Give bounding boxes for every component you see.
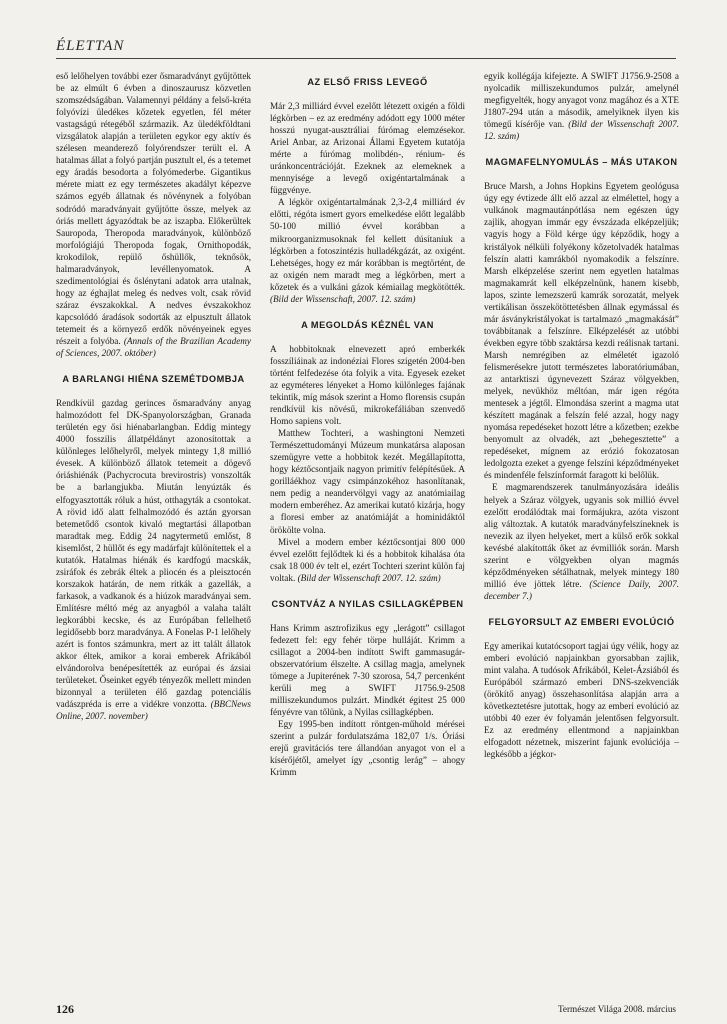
article-paragraph: Hans Krimm asztrofizikus egy „lerágott” csillagot fedezett fel: egy fehér törpe hulláját. Krimm a csillagot a 2004-ben indított Swift gammasugár-obszervatórium élszelte. A csillag magja, amelynek tömege a Jupiterének 7-30 szorosa, 54,7 percenként kerüli meg a SWIFT J1756.9-2508 milliszekundumos pulzárt. Mindkét égitest 25 000 fényévre van tőlünk, a Nyilas csillagképben. [270,622,465,718]
source-citation: (Science Daily, 2007. december 7.) [484,578,679,601]
article-title-skeleton: CSONTVÁZ A NYILAS CSILLAGKÉPBEN [271,598,464,609]
article-title-oxygen: AZ ELSŐ FRISS LEVEGŐ [307,77,428,87]
article-paragraph: Bruce Marsh, a Johns Hopkins Egyetem geológusa úgy egy évtizede állt elő azzal az elmélettel, hogy a vulkánok magmautánpótlása nem egészen úgy zajlik, ahogyan immár egy évszázada elképzeljük; vagyis hogy a Föld kérge úgy képződik, hogy a kristályok nélküli folyékony kőzetolvadék hatalmas felszín alatti kamrákból nyomakodik a felszínre. Marsh elképzelése szerint nem egyetlen hatalmas magmakamrát kell elképzelnünk, hanem kisebb, lapos, szinte lemezszerű kamrák sorozatát, melyek vertikálisan összekötöttetésben állnak egymással és már ásványkristályokat is tartalmazó „magmakását” továbbítanak a felszínre. Elképzelését az utóbbi években egyre több szaktársa kezdi reálisnak tartani. Marsh nemrégiben az elméletét igazoló felismerésekre jutott természetes laboratóriumában, az antarktiszi úgynevezett Száraz völgyekben, melyek, nevükhöz méltóan, már igen régóta mentesek a jégtől. Elmondása szerint a magma utat készített magának a felszín felé azzal, hogy nagy nyomása repedéseket hozott létre a kőzetben; ezekbe benyomult az olvadék, azt „behegesztette” a repedéseket, mígnem az erózió fokozatosan ledolgozta ezeket a gyenge felszíni képződményeket és mindenféle felszínformát faragott ki belőlük. [484,181,679,481]
article-paragraph: Már 2,3 milliárd évvel ezelőtt létezett oxigén a földi légkörben – ez az eredmény adódott egy 1000 méter hosszú nyugat-ausztráliai fúrómag elemzésekor. Ariel Anbar, az Arizonai Állami Egyetem kutatója mérte a fúrómag molibdén-, rénium- és uránkoncentrációját. Ezeknek az elemeknek a mennyisége a levegő oxigéntartalmának a függvénye. [270,101,465,196]
source-citation: (Bild der Wissenschaft, 2007. 12. szám) [270,293,416,304]
source-citation: (Annals of the Brazilian Academy of Sciences, 2007. október) [56,336,252,359]
section-title: ÉLETTAN [56,38,125,54]
source-citation: (Bild der Wissenschaft 2007. 12. szám) [297,572,441,583]
article-title-magma: MAGMAFELNYOMULÁS – MÁS UTAKON [485,157,678,168]
article-paragraph: Rendkívül gazdag gerinces ősmaradvány anyag halmozódott fel DK-Spanyolországban, Granada területén egy ősi hiénabarlangban. Eddig mintegy 4000 fosszilis állatpéldányt azonosítottak a különleges lelőhelyről, melyek mintegy 1,8 millió évesek. A különböző állatok tetemeit a dögevő óriáshiénák (Pachycrocuta brevirostris) vonszolták be a barlangjukba. Miután lenyúzták és elfogyasztották róluk a húst, otthagyták a csontokat. A rövid idő alatt felhalmozódó és aztán gyorsan betemetődő csontok kivaló megtartási állapotban maradtak meg. Eddig 24 nagytermetű emlőst, 8 kisemlőst, 2 hüllőt és egy madárfajt különítettek el a kutatók. Hatalmas hiénák és kardfogú macskák, zsiráfok és zebrák éltek a pliocén és a pleisztocén korszakok határán, de nem ritkák a gazellák, a farkasok, a vadkanok és a hiúzok maradványai sem. Említésre méltó még az anyagból a valaha talált legkorábbi kecske, és az Európában fellelhető legidősebb borz maradványa. A Fonelas P-1 lelőhely azért is fontos számunkra, mert az itt talált állatok akkor éltek, amikor a korai emberek Afrikából elvándorolva benépesítették az európai és ázsiai területeket. Őseinket egyéb tényezők mellett minden bizonnyal a területen élő gazdag potenciális vadászpréda is erre a vidékre vonzotta. (BBCNews Online, 2007. november) [56,398,251,722]
article-title-evolution: FELGYORSULT AZ EMBERI EVOLÚCIÓ [488,616,675,627]
article-paragraph: A hobbitoknak elnevezett apró emberkék fosszíliáinak az indonéziai Flores szigetén 2004-ben történt felfedezése óta folyik a vita. Egyesek ezeket az egyméteres lényeket a Homo különleges fajának tekintik, míg mások szerint a Homo florensis csupán rendkívül kis növésű, mikrokefáliában szenvedő Homo sapiens volt. [270,343,465,427]
article-paragraph: Matthew Tochteri, a washingtoni Nemzeti Természettudományi Múzeum munkatársa alaposan szemügyre vette a hobbitok kezét. Megállapította, hogy kéztőcsontjaik nagyon primitív felépítésűek. A gorilláékhoz vagy csimpánzokéhoz hasonlítanak, nem pedig a neandervölgyi vagy az anatómiailag modern emberéhez. Az amerikai kutató kizárja, hogy a floresi ember az anatómiáját a hominidáktól örökölte volna. [270,428,465,535]
source-citation: (Bild der Wissenschaft 2007. 12. szám) [484,119,679,142]
page-number: 126 [56,1002,74,1016]
article-paragraph: Egy 1995-ben indított röntgen-műhold mérései szerint a pulzár fordulatszáma 182,07 1/s. Óriási erejű gravitációs tere állandóan anyagot von el a kísérőjétől, amelyet így „csontig lerág” – ahogy Krimm [270,719,465,778]
header-rule [56,58,676,59]
column-3 [484,70,679,760]
article-paragraph: eső lelőhelyen további ezer ősmaradványt gyűjtöttek be az elmúlt 6 évben a dinoszaurusz közvetlen szomszédságában. Valamennyi példány a felső-kréta folyóvízi üledékes kőzetek egyetlen, fél méter vastagságú rétegéből származik. Az üledékföldtani vizsgálatok alapján a területen egykor egy aktív és szélesen meanderező folyórendszer terült el. A hatalmas állat a folyó partján pusztult el, és a tetemet egy áradás besodorta a folyómederbe. Gigantikus mérete miatt ez egy természetes akadályt képezve számos egyéb állatnak és növénynek a folyóban sodródó maradványait gyűjtötte össze, melyek az óriás mellett ágyazódtak be az iszapba. Előkerültek Sauropoda, Theropoda maradványok, különböző morfológiájú Theropoda fogak, Ornithopodák, krokodilok, repülő őshüllők, teknősök, halmaradványok, levéllenyomatok. A szedimentológiai és őslénytani adatok arra utalnak, hogy az éghajlat meleg és nedves volt, csak rövid száraz évszakokkal. A nedves évszakokhoz kapcsolódó áradások sodorták az elpusztult állatok tetemeit és a környező erdők növényeinek egyes részeit a folyóba. (Annals of the Brazilian Academy of Sciences, 2007. október) [56,71,252,359]
column-2 [270,70,465,778]
article-paragraph: Egy amerikai kutatócsoport tagjai úgy vélik, hogy az emberi evolúció napjainkban gyorsabban zajlik, mint valaha. A tudósok Afrikából, Kelet-Ázsiából és Európából származó emberi DNS-szekvenciák (örökítő anyag) összehasonlítása alapján arra a következtetésre jutottak, hogy az emberi evolúció az utóbbi 40 ezer év folyamán jelentősen felgyorsult. Ez az eredmény ellentmond a napjainkban elfogadott nézetnek, miszerint fajunk evolúciója – legkésőbb a jégkor- [484,640,679,760]
article-title-hyena: A BARLANGI HIÉNA SZEMÉTDOMBJA [62,374,245,385]
article-paragraph: egyik kollégája kifejezte. A SWIFT J1756.9-2508 a nyolcadik milliszekundumos pulzár, amelynél megfigyelték, hogy anyagot vonz magához és a XTE J1807-294 után a második, amelyiknek ilyen kis tömegű kísérője van. (Bild der Wissenschaft 2007. 12. szám) [484,71,679,142]
column-1 [56,70,251,722]
source-citation: (BBCNews Online, 2007. november) [56,699,251,722]
article-title-hobbit: A MEGOLDÁS KÉZNÉL VAN [301,319,434,330]
article-paragraph: E magmarendszerek tanulmányozására ideális helyek a Száraz völgyek, ugyanis sok millió évvel ezelőtt erodálódtak mai formájukra, azóta viszont alig változtak. A kutatók maradványfelszíneknek is nevezik az ilyen helyeket, mert a külső erők sokkal kevésbé alakították őket az évmilliók során. Marsh szerint e völgyekben olyan magmás képződményeken sétálhatnak, melyek mintegy 180 millió éve jöttek létre. (Science Daily, 2007. december 7.) [484,482,679,601]
article-paragraph: Mivel a modern ember kéztőcsontjai 800 000 évvel ezelőtt fejlődtek ki és a hobbitok kihalása óta csak 18 000 év telt el, ezért Tochteri szerint külön faj voltak. (Bild der Wissenschaft 2007. 12. szám) [270,536,465,583]
journal-footer: Természet Világa 2008. március [557,1004,676,1014]
article-paragraph: A légkör oxigéntartalmának 2,3-2,4 milliárd év előtti, régóta ismert gyors emelkedése előtt legalább 50-100 millió évvel korábban a mikroorganizmusoknak fel kellett dúsítaniuk a légkörben a fotoszintézis hulladékgázát, az oxigént. Lehetséges, hogy ez már korábban is megtörtént, de az oxigén nem maradt meg a légkörben, mert a kőzetek és a vulkáni gázok kémiailag megkötötték. (Bild der Wissenschaft, 2007. 12. szám) [270,197,465,304]
